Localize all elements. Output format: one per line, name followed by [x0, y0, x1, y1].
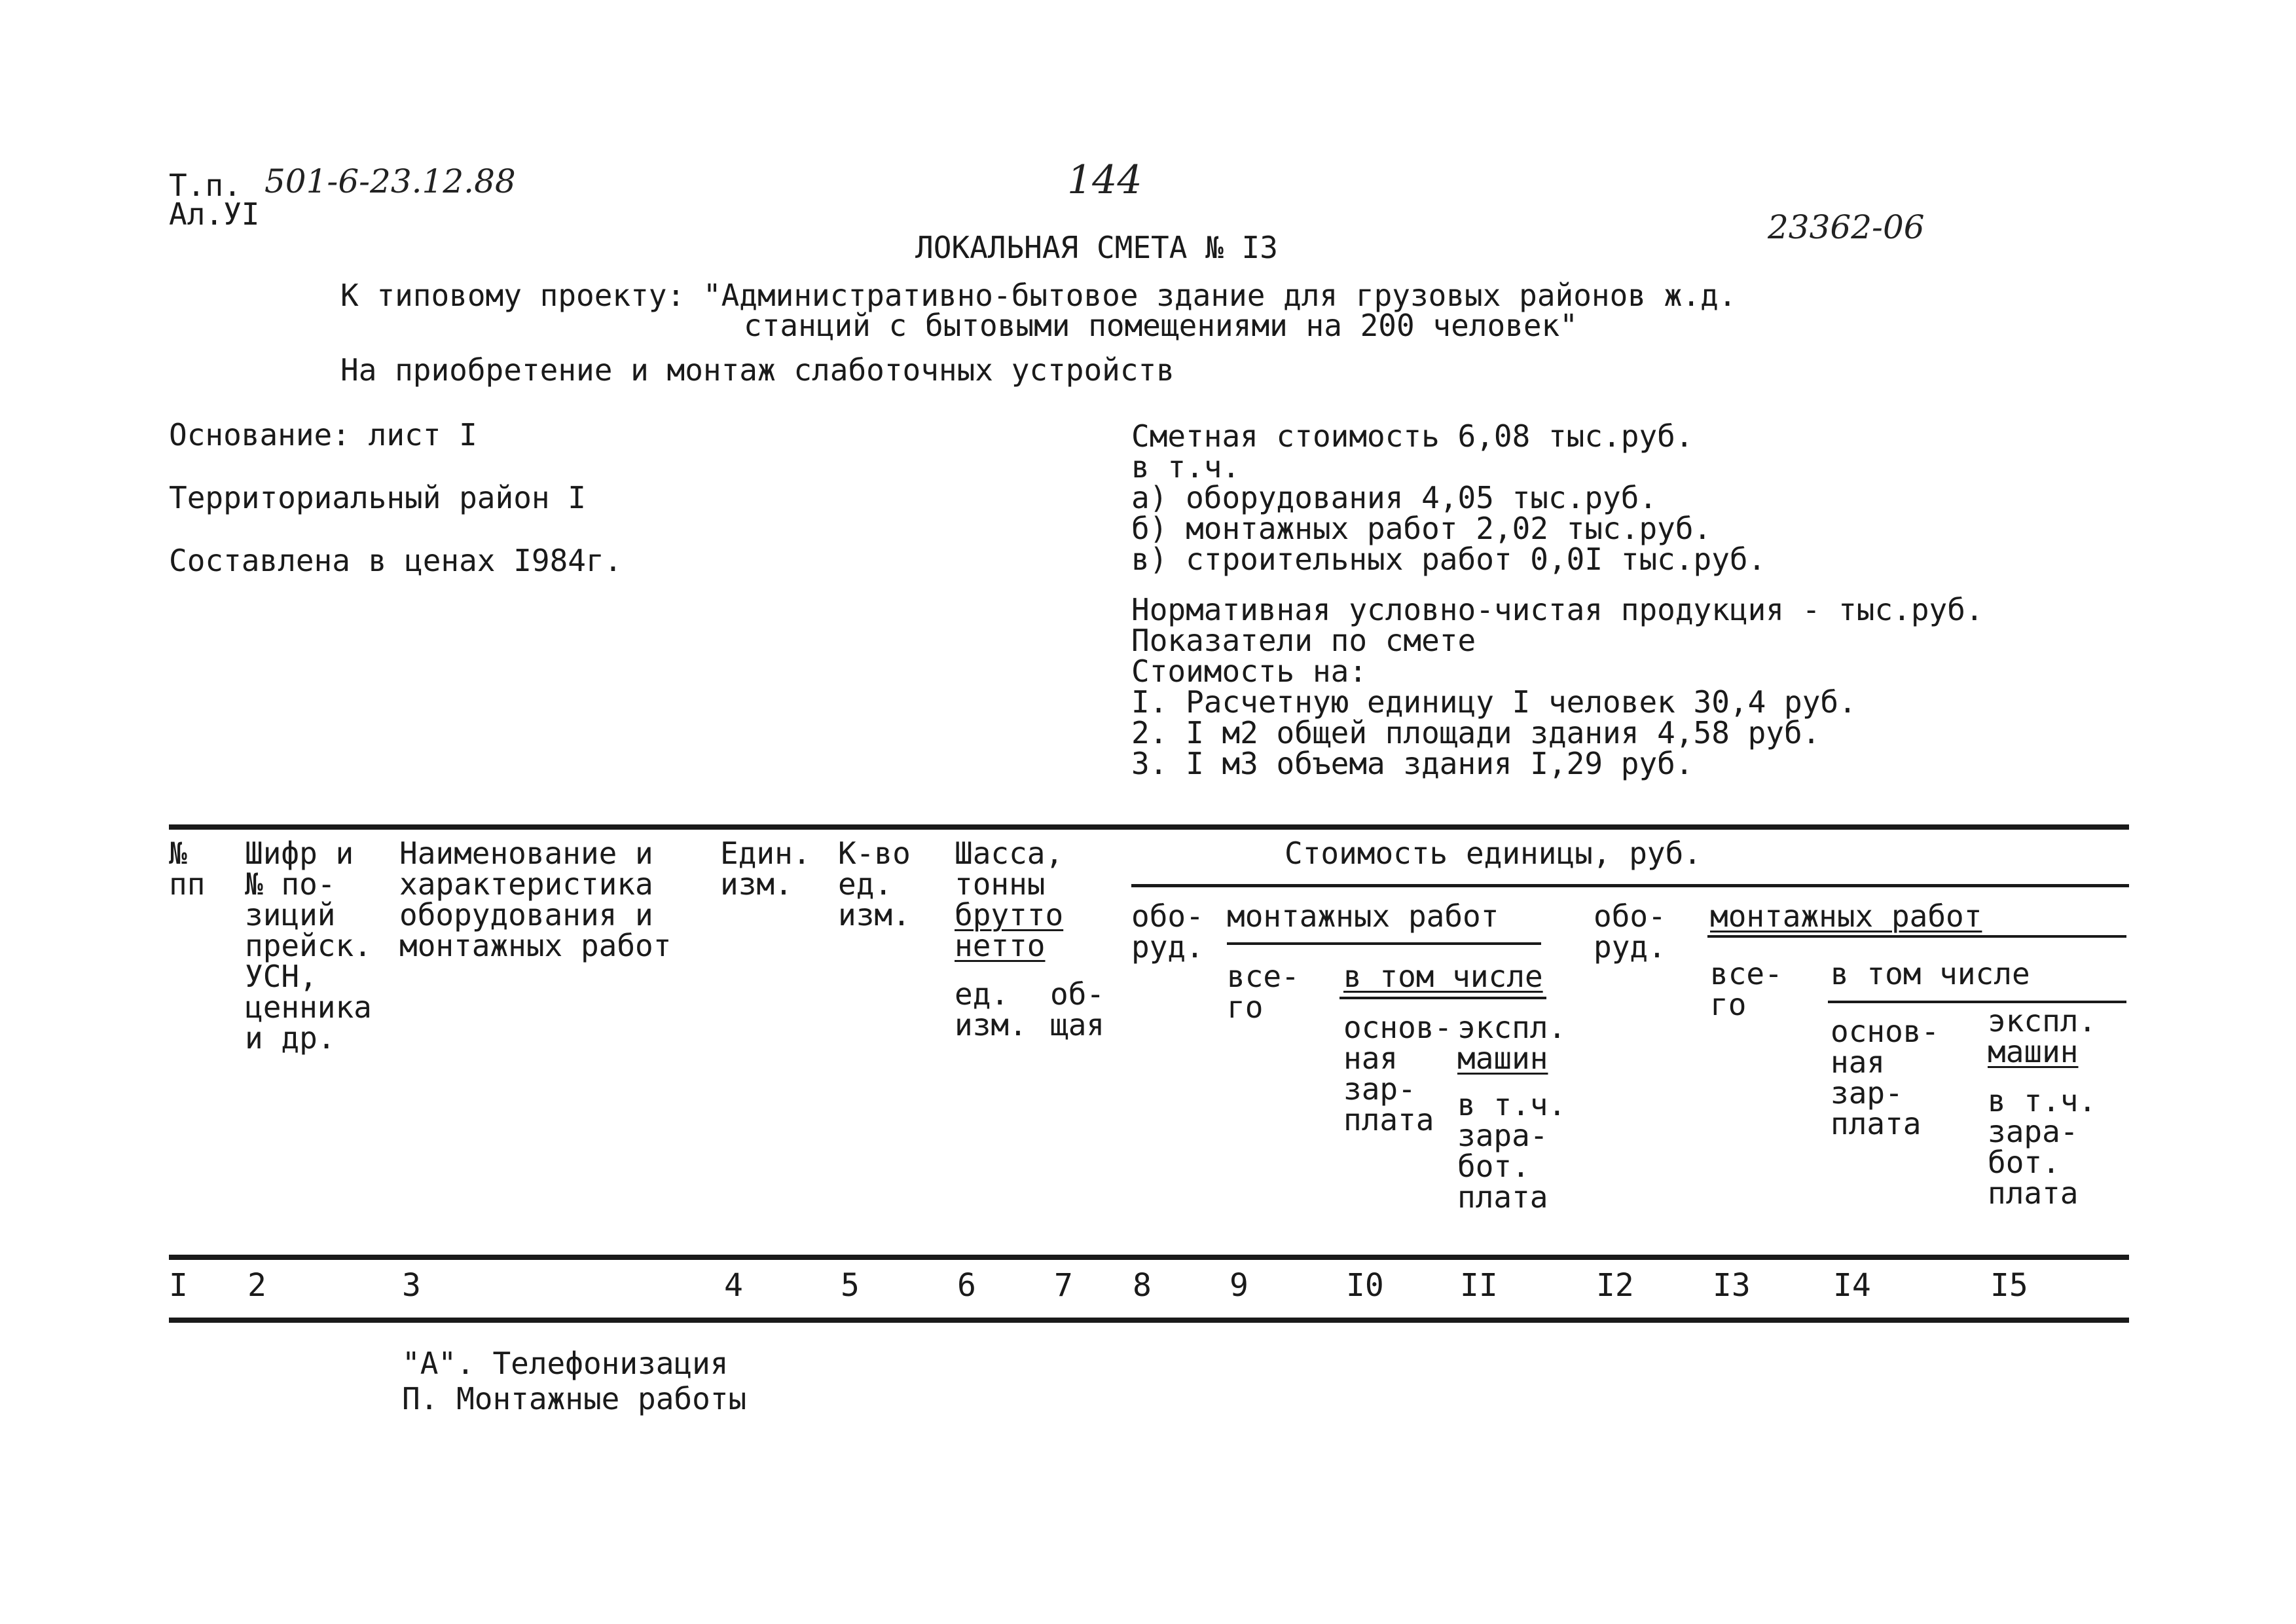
purpose: На приобретение и монтаж слаботочных устройств [340, 352, 1175, 388]
col-header-machines: экспл. [1457, 1010, 1567, 1045]
cost-equipment: а) оборудования 4,05 тыс.руб. [1131, 480, 1658, 515]
col-header-mass-netto: нетто [955, 928, 1046, 963]
column-number: 7 [1054, 1267, 1073, 1304]
indicator-2: 2. I м2 общей площади здания 4,58 руб. [1131, 715, 1821, 750]
column-number: 5 [841, 1267, 860, 1304]
estimate-cost: Сметная стоимость 6,08 тыс.руб. [1131, 418, 1694, 454]
cost-unit-rule [1131, 884, 2129, 887]
cost-mounting: б) монтажных работ 2,02 тыс.руб. [1131, 511, 1712, 546]
normative-production: Нормативная условно-чистая продукция - тыс.руб. [1131, 592, 1984, 627]
album-label: Ал.УІ [169, 196, 260, 232]
col-header-total: все- го [1227, 959, 1300, 1025]
col-header-mass: Шасса, тонны [955, 836, 1064, 902]
col-header-equipment-2: обо- руд. [1594, 898, 1666, 965]
col-header-mounting-2: монтажных работ [1710, 898, 1982, 934]
tp-label: Т.п. [169, 168, 242, 203]
column-number: 6 [957, 1267, 976, 1304]
col-header-machines-b2: машин [1988, 1034, 2079, 1069]
col-header-incl-wage-2: в т.ч. зара- бот. плата [1988, 1083, 2097, 1211]
col-header-mass-unit: ед. изм. [955, 976, 1027, 1043]
tp-number: 501-6-23.12.88 [264, 162, 516, 200]
column-number: 9 [1230, 1267, 1248, 1304]
indicator-3: 3. I м3 объема здания I,29 руб. [1131, 746, 1694, 781]
col-header-including-2: в том числе [1831, 956, 2030, 991]
section-mounting-works: П. Монтажные работы [402, 1381, 747, 1416]
col-header-total-2: все- го [1710, 956, 1783, 1022]
header-bottom-rule [169, 1255, 2129, 1260]
including: в т.ч. [1131, 449, 1241, 485]
district: Территориальный район I [169, 480, 586, 515]
col-header-unit: Един. изм. [720, 836, 811, 902]
table-top-rule [169, 824, 2129, 830]
cost-for: Стоимость на: [1131, 654, 1368, 689]
col-header-incl-wage: в т.ч. зара- бот. плата [1457, 1087, 1567, 1215]
mount-rule-2 [1707, 935, 2126, 938]
project-line-2: станций с бытовыми помещениями на 200 человек" [744, 308, 1578, 343]
col-header-machines-b: экспл. [1988, 1003, 2097, 1039]
column-number: I3 [1713, 1267, 1751, 1304]
col-header-base-wage: основ- ная зар- плата [1343, 1010, 1453, 1137]
column-number: I [169, 1267, 188, 1304]
col-header-number: № пп [169, 836, 206, 902]
column-number: 4 [724, 1267, 743, 1304]
col-header-cost-unit: Стоимость единицы, руб. [1285, 836, 1702, 871]
mount-rule-1 [1227, 942, 1541, 945]
cost-construction: в) строительных работ 0,0I тыс.руб. [1131, 542, 1766, 577]
page-title: ЛОКАЛЬНАЯ СМЕТА № I3 [915, 230, 1278, 265]
section-telephony: "А". Телефонизация [402, 1346, 729, 1381]
indicator-1: I. Расчетную единицу I человек 30,4 руб. [1131, 684, 1857, 720]
col-header-mass-total: об- щая [1050, 976, 1105, 1043]
indicators: Показатели по смете [1131, 623, 1476, 658]
incl-rule-1 [1339, 997, 1546, 999]
col-header-mounting: монтажных работ [1227, 898, 1499, 934]
project-line-1: К типовому проекту: "Административно-бытовое здание для грузовых районов ж.д. [340, 278, 1737, 313]
col-header-code: Шифр и № по- зиций прейск. УСН, ценника и др. [245, 836, 372, 1056]
col-header-equipment: обо- руд. [1131, 898, 1204, 965]
page-number: 144 [1067, 157, 1142, 203]
stamp-number: 23362-06 [1768, 208, 1925, 246]
column-number: 2 [247, 1267, 266, 1304]
column-number: 8 [1133, 1267, 1152, 1304]
basis: Основание: лист I [169, 417, 477, 452]
column-number: I4 [1833, 1267, 1871, 1304]
col-header-base-wage-2: основ- ная зар- плата [1831, 1014, 1940, 1141]
column-number: II [1460, 1267, 1498, 1304]
col-header-quantity: К-во ед. изм. [838, 836, 911, 932]
col-header-including: в том числе [1343, 959, 1543, 994]
numbers-bottom-rule [169, 1318, 2129, 1323]
col-header-machines-2: машин [1457, 1041, 1548, 1076]
col-header-mass-brutto: брутто [955, 897, 1064, 932]
col-header-name: Наименование и характеристика оборудования и монтажных работ [399, 836, 672, 963]
column-number: I0 [1346, 1267, 1384, 1304]
prices-year: Составлена в ценах I984г. [169, 543, 623, 578]
column-number: 3 [402, 1267, 421, 1304]
column-number: I2 [1596, 1267, 1634, 1304]
column-number: I5 [1990, 1267, 2028, 1304]
